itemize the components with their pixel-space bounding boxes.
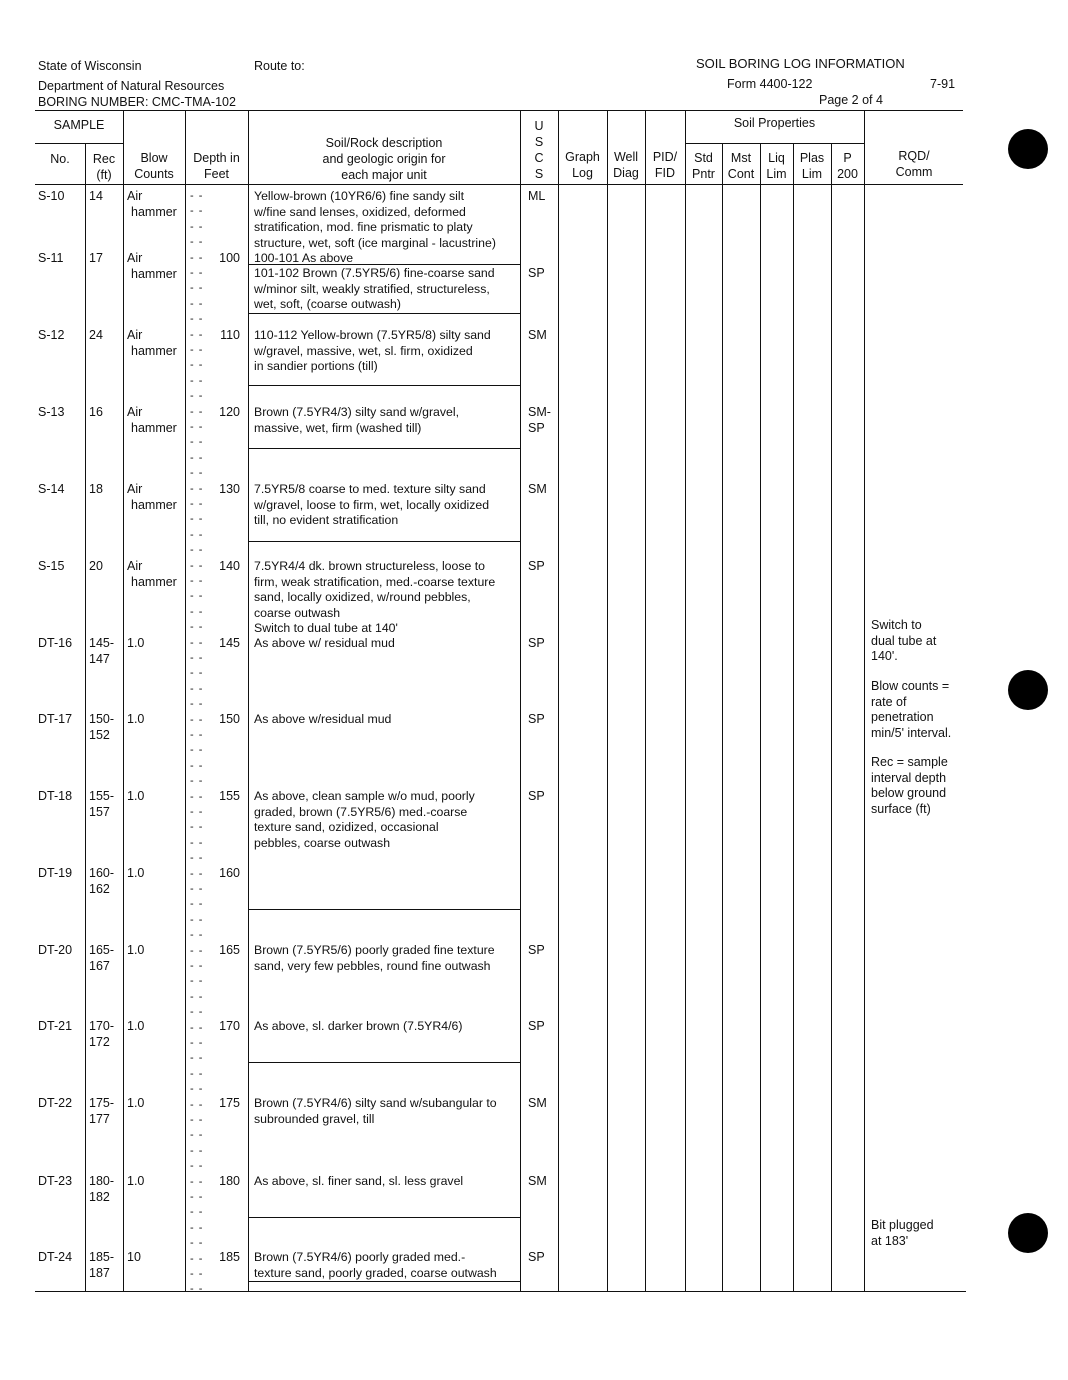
blow-count: hammer — [131, 574, 177, 589]
sample-number: S-12 — [38, 328, 65, 342]
uscs-code: SP — [528, 636, 545, 650]
depth-value: 170 — [219, 1019, 240, 1033]
fid-header: FID — [654, 166, 676, 180]
description-line: Brown (7.5YR4/6) silty sand w/subangular to — [254, 1096, 497, 1110]
depth-tick: - - — [190, 698, 204, 711]
description-line: As above, sl. finer sand, sl. less gravel — [254, 1174, 464, 1188]
sample-number: DT-21 — [38, 1019, 73, 1033]
description-divider — [248, 1062, 520, 1063]
depth-tick: - - — [190, 1221, 204, 1234]
description-line: As above w/ residual mud — [254, 636, 395, 650]
depth-tick: - - — [190, 313, 204, 326]
sample-number: DT-22 — [38, 1096, 73, 1110]
depth-value: 150 — [219, 712, 240, 726]
sample-recovery: 155- — [89, 789, 115, 803]
depth-tick: - - — [190, 190, 204, 202]
sample-recovery: 185- — [89, 1250, 115, 1264]
description-divider — [248, 313, 520, 314]
blow-count: Air — [127, 189, 143, 203]
depth-tick: - - — [190, 667, 204, 680]
sample-number: S-15 — [38, 559, 65, 573]
blow-count: hammer — [131, 343, 177, 358]
comment-line: rate of — [871, 694, 907, 709]
depth-value: 155 — [219, 789, 240, 803]
sample-recovery: 167 — [89, 958, 110, 973]
sample-number: S-14 — [38, 482, 65, 496]
description-line: Brown (7.5YR4/3) silty sand w/gravel, — [254, 405, 460, 419]
description-line: w/gravel, loose to firm, wet, locally oxidized — [254, 497, 490, 512]
uscs-header-c: C — [534, 151, 544, 165]
depth-tick: - - — [190, 759, 204, 772]
blow-count: 1.0 — [127, 866, 145, 880]
blow-count: 10 — [127, 1250, 141, 1264]
description-divider — [248, 385, 520, 386]
depth-tick: - - — [190, 220, 204, 233]
description-line: Brown (7.5YR5/6) poorly graded fine texture — [254, 943, 495, 957]
agency-line2: Department of Natural Resources — [38, 79, 225, 93]
depth-tick: - - — [190, 559, 204, 572]
sample-header: SAMPLE — [53, 118, 105, 132]
depth-tick: - - — [190, 852, 204, 865]
description-line: Switch to dual tube at 140' — [254, 621, 398, 635]
sample-recovery: 145- — [89, 636, 115, 650]
plas-lim-header: Lim — [801, 167, 823, 181]
binder-hole-top — [1008, 129, 1048, 169]
description-line: As above w/residual mud — [254, 712, 392, 726]
depth-tick: - - — [190, 451, 204, 464]
description-line: in sandier portions (till) — [254, 359, 378, 373]
depth-value: 165 — [219, 943, 240, 957]
description-line: w/minor silt, weakly stratified, structureless, — [254, 281, 490, 296]
depth-tick: - - — [190, 1098, 204, 1111]
description-line: w/fine sand lenses, oxidized, deformed — [254, 204, 466, 219]
sample-number: DT-23 — [38, 1174, 73, 1188]
uscs-header-u: U — [534, 119, 544, 133]
std-header: Std — [694, 151, 713, 165]
description-line: subrounded gravel, till — [254, 1111, 375, 1126]
depth-tick: - - — [190, 1237, 204, 1250]
depth-tick: - - — [190, 1268, 204, 1280]
binder-hole-middle — [1008, 670, 1048, 710]
description-line: pebbles, coarse outwash — [254, 835, 391, 850]
uscs-code: SP — [528, 789, 545, 803]
col-divider-blow — [123, 110, 124, 1291]
description-line: Brown (7.5YR4/6) poorly graded med.- — [254, 1250, 466, 1264]
form-title: SOIL BORING LOG INFORMATION — [696, 56, 905, 71]
description-divider — [248, 1281, 520, 1282]
description-line: As above, clean sample w/o mud, poorly — [254, 789, 475, 803]
route-to: Route to: — [254, 59, 305, 73]
description-line: 101-102 Brown (7.5YR5/6) fine-coarse sand — [254, 266, 495, 280]
sample-recovery: 170- — [89, 1019, 115, 1033]
col-divider-p200 — [831, 143, 832, 1291]
depth-tick: - - — [190, 929, 204, 942]
depth-value: 120 — [219, 405, 240, 419]
form-revision: 7-91 — [930, 77, 956, 91]
description-line: firm, weak stratification, med.-coarse texture — [254, 574, 496, 589]
p-header: P — [843, 151, 852, 165]
depth-value: 160 — [219, 866, 240, 880]
depth-tick: - - — [190, 498, 204, 510]
comment-line: min/5' interval. — [871, 725, 952, 740]
depth-tick: - - — [190, 652, 204, 664]
description-line: coarse outwash — [254, 605, 341, 620]
col-divider-rqd — [864, 110, 865, 1291]
uscs-code: SP — [528, 1250, 545, 1264]
depth-tick: - - — [190, 1283, 204, 1296]
col-divider-pid — [645, 110, 646, 1291]
depth-tick: - - — [190, 297, 204, 310]
uscs-code: SP — [528, 943, 545, 957]
form-number: Form 4400-122 — [727, 77, 813, 91]
sample-recovery: 17 — [89, 251, 103, 265]
blow-count: 1.0 — [127, 1174, 145, 1188]
description-line: texture sand, ozidized, occasional — [254, 820, 439, 834]
depth-tick: - - — [190, 513, 204, 526]
depth-tick: - - — [190, 1252, 204, 1265]
depth-tick: - - — [190, 1175, 204, 1188]
depth-tick: - - — [190, 528, 204, 541]
uscs-code: SP — [528, 266, 545, 280]
sample-recovery: 182 — [89, 1189, 110, 1204]
depth-tick: - - — [190, 898, 204, 911]
sample-recovery: 177 — [89, 1111, 110, 1126]
depth-tick: - - — [190, 421, 204, 433]
sample-number: DT-19 — [38, 866, 73, 880]
description-line: 100-101 As above — [254, 251, 354, 265]
depth-value: 100 — [219, 251, 240, 265]
depth-tick: - - — [190, 1191, 204, 1203]
comment-line: below ground — [871, 786, 947, 800]
comment-line: penetration — [871, 710, 934, 724]
depth-tick: - - — [190, 590, 204, 603]
uscs-code: SP — [528, 712, 545, 726]
binder-hole-bottom — [1008, 1213, 1048, 1253]
plas-header: Plas — [799, 151, 825, 165]
blow-count: Air — [127, 559, 143, 573]
p200-header: 200 — [837, 167, 858, 181]
description-line: texture sand, poorly graded, coarse outwash — [254, 1265, 497, 1280]
graph-header: Graph — [565, 150, 600, 164]
depth-tick: - - — [190, 1021, 204, 1034]
uscs-code: SM — [528, 328, 547, 342]
blow-count: 1.0 — [127, 636, 145, 650]
cont-header: Cont — [727, 167, 755, 181]
col-divider-rec — [85, 143, 86, 1291]
blow-count: Air — [127, 251, 143, 265]
desc-header-2: and geologic origin for — [322, 152, 446, 166]
sample-number: S-13 — [38, 405, 65, 419]
depth-tick: - - — [190, 1006, 204, 1019]
blow-count: Air — [127, 482, 143, 496]
uscs-header-s2: S — [534, 167, 544, 181]
blow-count: 1.0 — [127, 712, 145, 726]
depth-tick: - - — [190, 883, 204, 895]
depth-tick: - - — [190, 359, 204, 372]
depth-value: 175 — [219, 1096, 240, 1110]
sample-number: DT-20 — [38, 943, 73, 957]
depth-tick: - - — [190, 867, 204, 880]
depth-tick: - - — [190, 1160, 204, 1173]
sample-recovery: 160- — [89, 866, 115, 880]
depth-tick: - - — [190, 390, 204, 403]
sample-recovery: 165- — [89, 943, 115, 957]
soil-properties-header: Soil Properties — [733, 116, 816, 130]
depth-tick: - - — [190, 328, 204, 341]
sample-recovery: 172 — [89, 1034, 110, 1049]
sample-header-rule — [35, 143, 123, 144]
well-header: Well — [613, 150, 639, 164]
depth-tick: - - — [190, 990, 204, 1003]
depth-tick: - - — [190, 267, 204, 279]
sample-recovery: 157 — [89, 804, 110, 819]
sample-recovery: 20 — [89, 559, 103, 573]
description-divider — [248, 1217, 520, 1218]
comment-line: interval depth — [871, 770, 947, 785]
blow-count: 1.0 — [127, 943, 145, 957]
depth-tick: - - — [190, 205, 204, 218]
comm-header: Comm — [895, 165, 933, 179]
comment-line: Rec = sample — [871, 755, 948, 769]
depth-tick: - - — [190, 1037, 204, 1049]
depth-tick: - - — [190, 836, 204, 849]
blow-count: hammer — [131, 266, 177, 281]
depth-tick: - - — [190, 744, 204, 757]
description-line: stratification, mod. fine prismatic to platy — [254, 220, 473, 234]
depth-tick: - - — [190, 806, 204, 818]
depth-value: 130 — [219, 482, 240, 496]
uscs-code: SM- SP — [528, 405, 551, 435]
depth-value: 185 — [219, 1250, 240, 1264]
depth-tick: - - — [190, 975, 204, 988]
pid-header: PID/ — [652, 150, 678, 164]
depth-tick: - - — [190, 1052, 204, 1065]
comment-line: Blow counts = — [871, 679, 950, 693]
description-divider — [248, 909, 520, 910]
uscs-header-s1: S — [534, 135, 544, 149]
col-divider-depth — [185, 110, 186, 1291]
depth-tick: - - — [190, 575, 204, 587]
liq-lim-header: Lim — [766, 167, 787, 181]
uscs-code: SM — [528, 482, 547, 496]
sample-recovery: 150- — [89, 712, 115, 726]
description-divider — [248, 541, 520, 542]
description-line: massive, wet, firm (washed till) — [254, 420, 422, 435]
no-header: No. — [50, 152, 70, 166]
blow-count: Air — [127, 405, 143, 419]
description-line: sand, very few pebbles, round fine outwash — [254, 958, 491, 973]
depth-tick: - - — [190, 374, 204, 387]
depth-value: 180 — [219, 1174, 240, 1188]
comment-line: 140'. — [871, 649, 898, 663]
description-line: As above, sl. darker brown (7.5YR4/6) — [254, 1019, 463, 1033]
depth-tick: - - — [190, 482, 204, 495]
depth-tick: - - — [190, 944, 204, 957]
page-number: Page 2 of 4 — [819, 93, 883, 107]
blow-count: hammer — [131, 204, 177, 219]
depth-tick: - - — [190, 682, 204, 695]
depth-tick: - - — [190, 636, 204, 649]
description-line: 110-112 Yellow-brown (7.5YR5/8) silty sand — [254, 328, 491, 342]
graph-log-header: Log — [572, 166, 593, 180]
description-line: Yellow-brown (10YR6/6) fine sandy silt — [254, 189, 465, 203]
sample-recovery: 16 — [89, 405, 103, 419]
blow-count: 1.0 — [127, 1096, 145, 1110]
depth-tick: - - — [190, 544, 204, 557]
sample-recovery: 187 — [89, 1265, 110, 1280]
depth-tick: - - — [190, 236, 204, 249]
sample-number: DT-18 — [38, 789, 73, 803]
depth-tick: - - — [190, 467, 204, 480]
sample-recovery: 147 — [89, 651, 110, 666]
description-line: structure, wet, soft (ice marginal - lacustrine) — [254, 235, 496, 250]
depth-value: 145 — [219, 636, 240, 650]
description-divider — [248, 264, 520, 265]
sample-recovery: 162 — [89, 881, 110, 896]
description-divider — [248, 448, 520, 449]
depth-tick: - - — [190, 436, 204, 449]
col-divider-graph — [558, 110, 559, 1291]
pntr-header: Pntr — [692, 167, 715, 181]
sample-number: S-11 — [38, 251, 64, 265]
depth-tick: - - — [190, 821, 204, 834]
rqd-header: RQD/ — [898, 149, 930, 163]
description-line: w/gravel, massive, wet, sl. firm, oxidized — [254, 343, 473, 358]
description-line: 7.5YR4/4 dk. brown structureless, loose to — [254, 559, 486, 573]
blow-counts-header: Counts — [134, 167, 174, 181]
rec-unit-header: (ft) — [96, 168, 112, 182]
blow-count: hammer — [131, 420, 177, 435]
comment-line: dual tube at — [871, 633, 937, 648]
sample-recovery: 152 — [89, 727, 110, 742]
blow-header: Blow — [140, 151, 168, 165]
depth-tick: - - — [190, 1114, 204, 1126]
depth-tick: - - — [190, 605, 204, 618]
depth-tick: - - — [190, 344, 204, 356]
desc-header-1: Soil/Rock description — [325, 136, 443, 150]
col-divider-liq — [760, 143, 761, 1291]
rec-header: Rec — [92, 152, 116, 166]
blow-count: 1.0 — [127, 1019, 145, 1033]
blow-count: 1.0 — [127, 789, 145, 803]
boring-number: BORING NUMBER: CMC-TMA-102 — [38, 95, 236, 109]
comment-line: surface (ft) — [871, 801, 931, 816]
description-line: graded, brown (7.5YR5/6) med.-coarse — [254, 804, 468, 819]
mst-header: Mst — [730, 151, 752, 165]
blow-count: Air — [127, 328, 143, 342]
sample-number: DT-17 — [38, 712, 73, 726]
depth-tick: - - — [190, 960, 204, 972]
comment-line: Switch to — [871, 618, 922, 632]
depth-header: Depth in — [193, 151, 240, 165]
uscs-code: SP — [528, 1019, 545, 1033]
table-bottom-rule — [35, 1291, 966, 1292]
sample-recovery: 180- — [89, 1174, 115, 1188]
depth-tick: - - — [190, 1083, 204, 1096]
depth-tick: - - — [190, 713, 204, 726]
col-divider-std — [685, 110, 686, 1291]
sample-recovery: 175- — [89, 1096, 115, 1110]
uscs-code: ML — [528, 189, 546, 203]
uscs-code: SM — [528, 1174, 547, 1188]
description-line: 7.5YR5/8 coarse to med. texture silty sand — [254, 482, 486, 496]
description-line: wet, soft, (coarse outwash) — [254, 297, 401, 311]
depth-tick: - - — [190, 621, 204, 634]
col-divider-mst — [722, 143, 723, 1291]
depth-tick: - - — [190, 1129, 204, 1142]
depth-tick: - - — [190, 405, 204, 418]
agency-line1: State of Wisconsin — [38, 59, 142, 73]
well-diag-header: Diag — [613, 166, 639, 180]
depth-tick: - - — [190, 790, 204, 803]
desc-header-3: each major unit — [341, 168, 427, 182]
blow-count: hammer — [131, 497, 177, 512]
sample-recovery: 24 — [89, 328, 103, 342]
liq-header: Liq — [768, 151, 785, 165]
sample-recovery: 18 — [89, 482, 103, 496]
col-divider-uscs — [520, 110, 521, 1291]
sample-number: DT-24 — [38, 1250, 73, 1264]
depth-tick: - - — [190, 1067, 204, 1080]
depth-tick: - - — [190, 729, 204, 741]
col-divider-well — [607, 110, 608, 1291]
depth-tick: - - — [190, 913, 204, 926]
sample-number: S-10 — [38, 189, 65, 203]
uscs-code: SM — [528, 1096, 547, 1110]
description-line: till, no evident stratification — [254, 513, 399, 527]
sample-number: DT-16 — [38, 636, 73, 650]
header-top-rule — [35, 110, 963, 111]
sample-recovery: 14 — [89, 189, 103, 203]
depth-tick: - - — [190, 251, 204, 264]
depth-tick: - - — [190, 1206, 204, 1219]
uscs-code: SP — [528, 559, 545, 573]
depth-tick: - - — [190, 775, 204, 788]
col-divider-plas — [793, 143, 794, 1291]
comment-line: Bit plugged — [871, 1218, 934, 1232]
depth-tick: - - — [190, 282, 204, 295]
depth-tick: - - — [190, 1144, 204, 1157]
depth-value: 140 — [219, 559, 240, 573]
description-line: sand, locally oxidized, w/round pebbles, — [254, 590, 471, 604]
col-divider-desc — [248, 110, 249, 1291]
depth-value: 110 — [220, 328, 240, 342]
depth-feet-header: Feet — [203, 167, 229, 181]
comment-line: at 183' — [871, 1233, 909, 1248]
header-bottom-rule — [35, 184, 963, 185]
soil-props-header-rule — [685, 143, 864, 144]
